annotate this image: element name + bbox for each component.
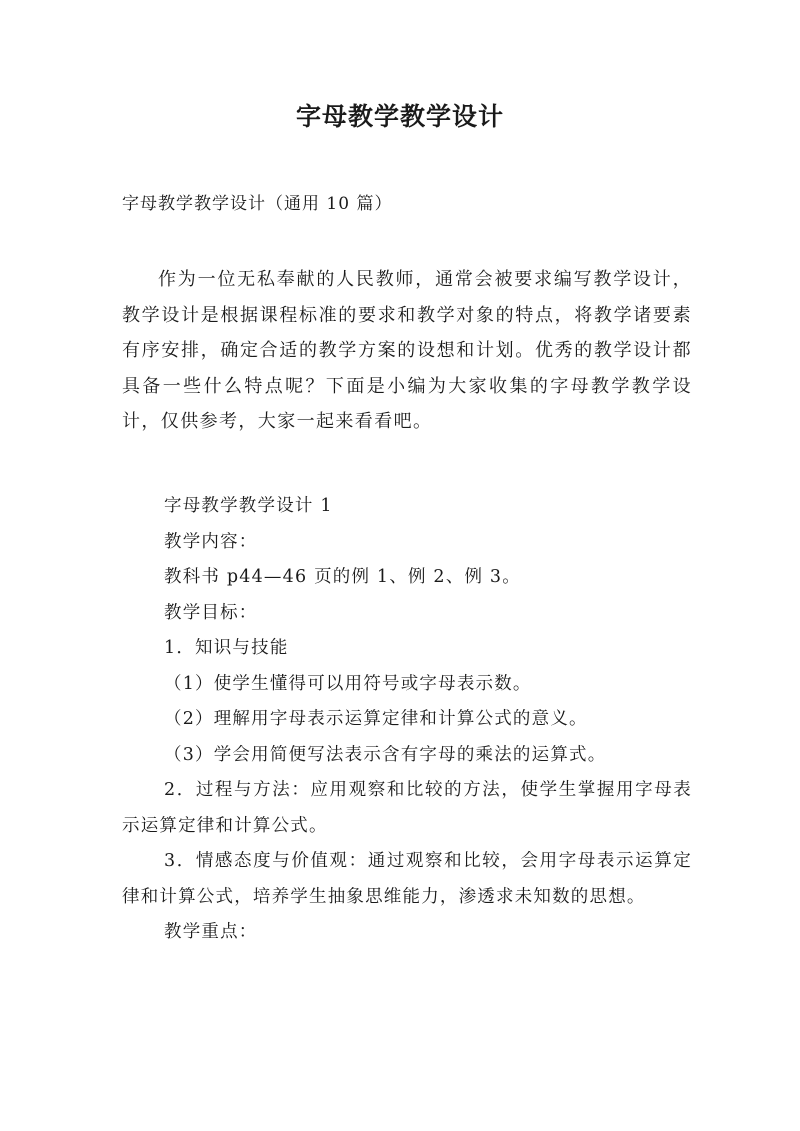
intro-paragraph: 作为一位无私奉献的人民教师，通常会被要求编写教学设计，教学设计是根据课程标准的要求和教学对象的特点，将教学诸要素有序安排，确定合适的教学方案的设想和计划。优秀的教学设计都具备一些什么特点呢？下面是小编为大家收集的字母教学教学设计，仅供参考，大家一起来看看吧。 [122,269,692,432]
goal-1-item: （1）使学生懂得可以用符号或字母表示数。 [164,673,532,694]
goal-1: 1．知识与技能 [164,638,289,658]
content-text: 教科书 p44—46 页的例 1、例 2、例 3。 [164,567,521,587]
document-title: 字母教学教学设计 [295,102,504,131]
goal-1-item: （2）理解用字母表示运算定律和计算公式的意义。 [164,709,588,729]
goal-2: 2．过程与方法：应用观察和比较的方法，使学生掌握用字母表示运算定律和计算公式。 [122,780,692,836]
goal-1-item: （3）学会用简便写法表示含有字母的乘法的运算式。 [164,744,607,765]
key-points-label: 教学重点： [164,922,258,942]
section-heading: 字母教学教学设计 1 [164,496,333,516]
document-subtitle: 字母教学教学设计（通用 10 篇） [122,194,393,214]
goals-label: 教学目标： [164,602,258,623]
content-label: 教学内容： [164,531,258,552]
goal-3: 3．情感态度与价值观：通过观察和比较，会用字母表示运算定律和计算公式，培养学生抽象思维能力，渗透求未知数的思想。 [122,851,692,907]
section-1 [122,489,692,951]
